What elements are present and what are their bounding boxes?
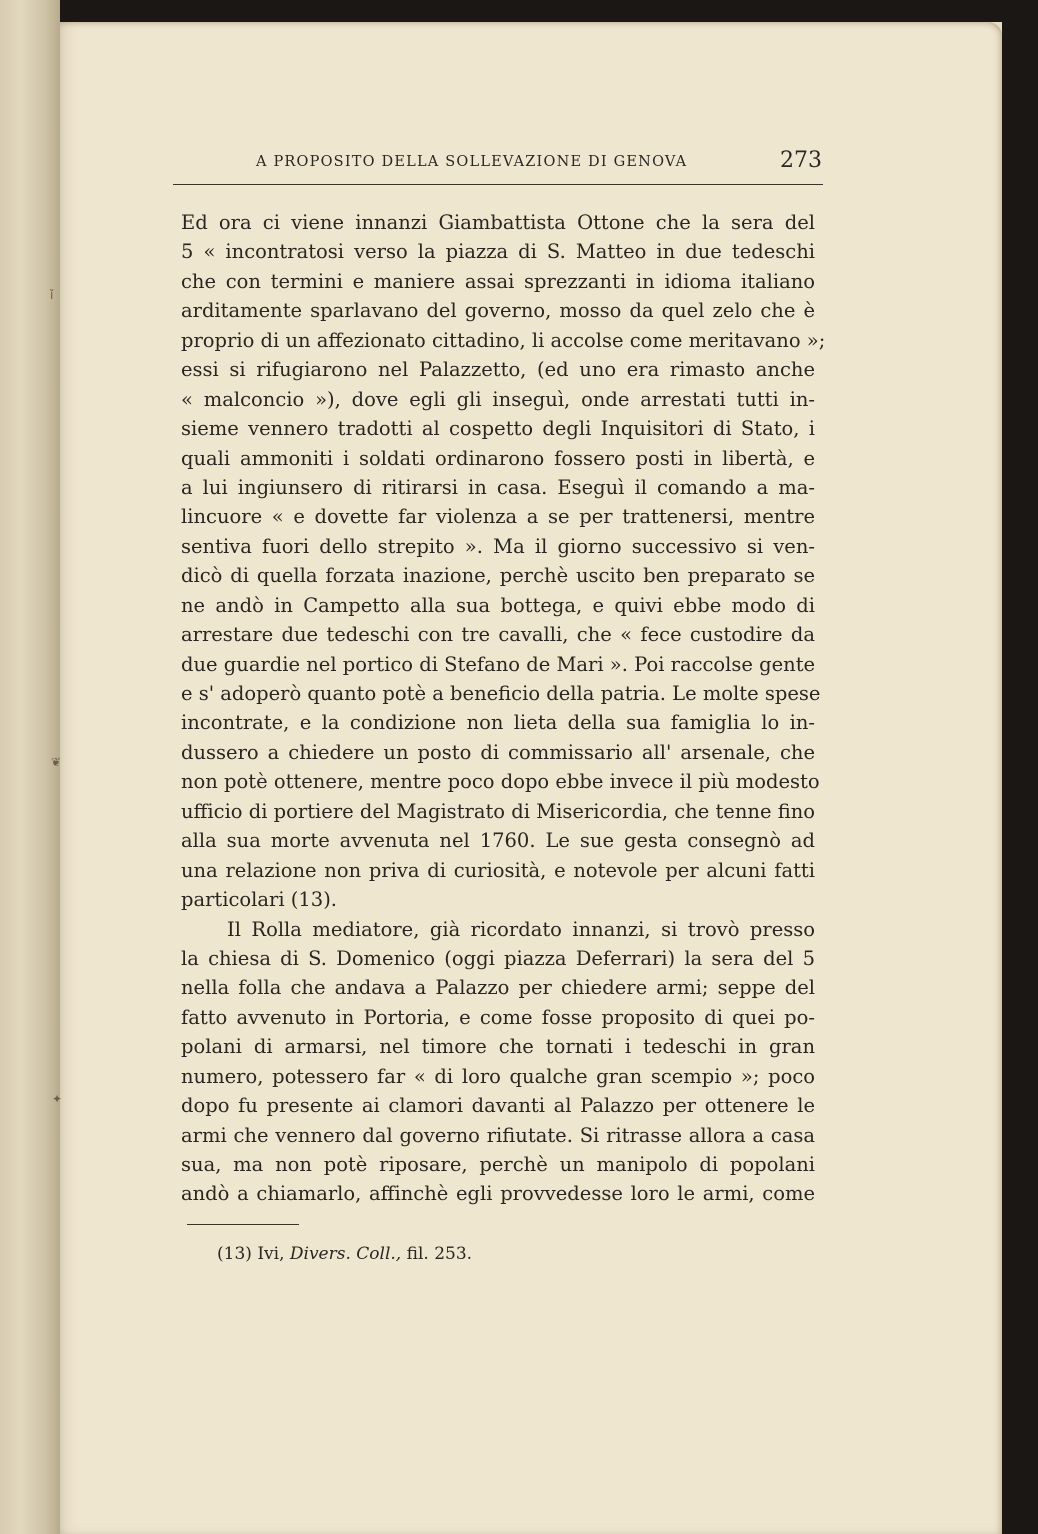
text-line: « malconcio »), dove egli gli inseguì, onde arrestati tutti in- [181,387,815,411]
text-line: arrestare due tedeschi con tre cavalli, che « fece custodire da [181,623,815,647]
text-line: lincuore « e dovette far violenza a se per trattenersi, mentre [181,505,815,529]
text-line: Il Rolla mediatore, già ricordato innanzi, si trovò presso [227,917,815,941]
footnote-title: Divers. Coll., [289,1244,402,1264]
running-title: A PROPOSITO DELLA SOLLEVAZIONE DI GENOVA [256,154,688,170]
text-line: polani di armarsi, nel timore che tornati i tedeschi in gran [181,1035,815,1059]
text-line: incontrate, e la condizione non lieta della sua famiglia lo in- [181,711,815,735]
text-line: dussero a chiedere un posto di commissario all' arsenale, che [181,740,815,764]
text-line: armi che vennero dal governo rifiutate. Si ritrasse allora a casa [181,1123,815,1147]
text-line: dopo fu presente ai clamori davanti al Palazzo per ottenere le [181,1094,815,1118]
footnote-source: Ivi, [257,1244,285,1264]
gutter-mark-icon: ❦ [51,755,62,769]
text-line: non potè ottenere, mentre poco dopo ebbe invece il più modesto [181,770,820,794]
text-line: ufficio di portiere del Magistrato di Misericordia, che tenne fino [181,799,815,823]
text-line: fatto avvenuto in Portoria, e come fosse proposito di quei po- [181,1005,815,1029]
text-line: andò a chiamarlo, affinchè egli provvedesse loro le armi, come [181,1182,815,1206]
text-line: dicò di quella forzata inazione, perchè uscito ben preparato se [181,564,815,588]
text-line: che con termini e maniere assai sprezzanti in idioma italiano [181,269,815,293]
text-line: particolari (13). [181,888,338,912]
running-header [80,138,842,178]
header-rule [173,184,823,185]
text-line: e s' adoperò quanto potè a beneficio della patria. Le molte spese [181,682,821,705]
footnote [217,1244,472,1264]
text-line: 5 « incontratosi verso la piazza di S. Matteo in due tedeschi [181,240,815,264]
text-line: quali ammoniti i soldati ordinarono fossero posti in libertà, e [181,446,815,470]
text-line: Ed ora ci viene innanzi Giambattista Ottone che la sera del [181,211,815,234]
text-line: numero, potessero far « di loro qualche gran scempio »; poco [181,1064,815,1088]
text-line: sentiva fuori dello strepito ». Ma il giorno successivo si ven- [181,534,815,558]
text-line: essi si rifugiarono nel Palazzetto, (ed uno era rimasto anche [181,358,815,382]
text-line: ne andò in Campetto alla sua bottega, e quivi ebbe modo di [181,593,815,617]
text-line: la chiesa di S. Domenico (oggi piazza Deferrari) la sera del 5 [181,946,815,970]
scan-background-right [1002,22,1038,1534]
scan-background-top [60,0,1038,22]
text-line: arditamente sparlavano del governo, mosso da quel zelo che è [181,299,815,323]
footnote-number: (13) [217,1244,252,1264]
text-line: proprio di un affezionato cittadino, li accolse come meritavano »; [181,328,826,352]
page-number: 273 [780,148,822,173]
footnote-rule [187,1224,299,1225]
gutter-mark-icon: ǐ [50,288,54,302]
body-text [181,208,826,1209]
text-line: sua, ma non potè riposare, perchè un manipolo di popolani [181,1153,815,1176]
text-line: due guardie nel portico di Stefano de Mari ». Poi raccolse gente [181,652,816,676]
text-line: nella folla che andava a Palazzo per chiedere armi; seppe del [181,976,815,1000]
footnote-ref: fil. 253. [406,1244,473,1264]
text-line: a lui ingiunsero di ritirarsi in casa. Eseguì il comando a ma- [181,475,815,499]
text-line: una relazione non priva di curiosità, e notevole per alcuni fatti [181,858,815,882]
gutter-mark-icon: ✦ [52,1092,63,1106]
text-line: sieme vennero tradotti al cospetto degli Inquisitori di Stato, i [181,417,815,441]
text-line: alla sua morte avvenuta nel 1760. Le sue gesta consegnò ad [181,829,815,853]
